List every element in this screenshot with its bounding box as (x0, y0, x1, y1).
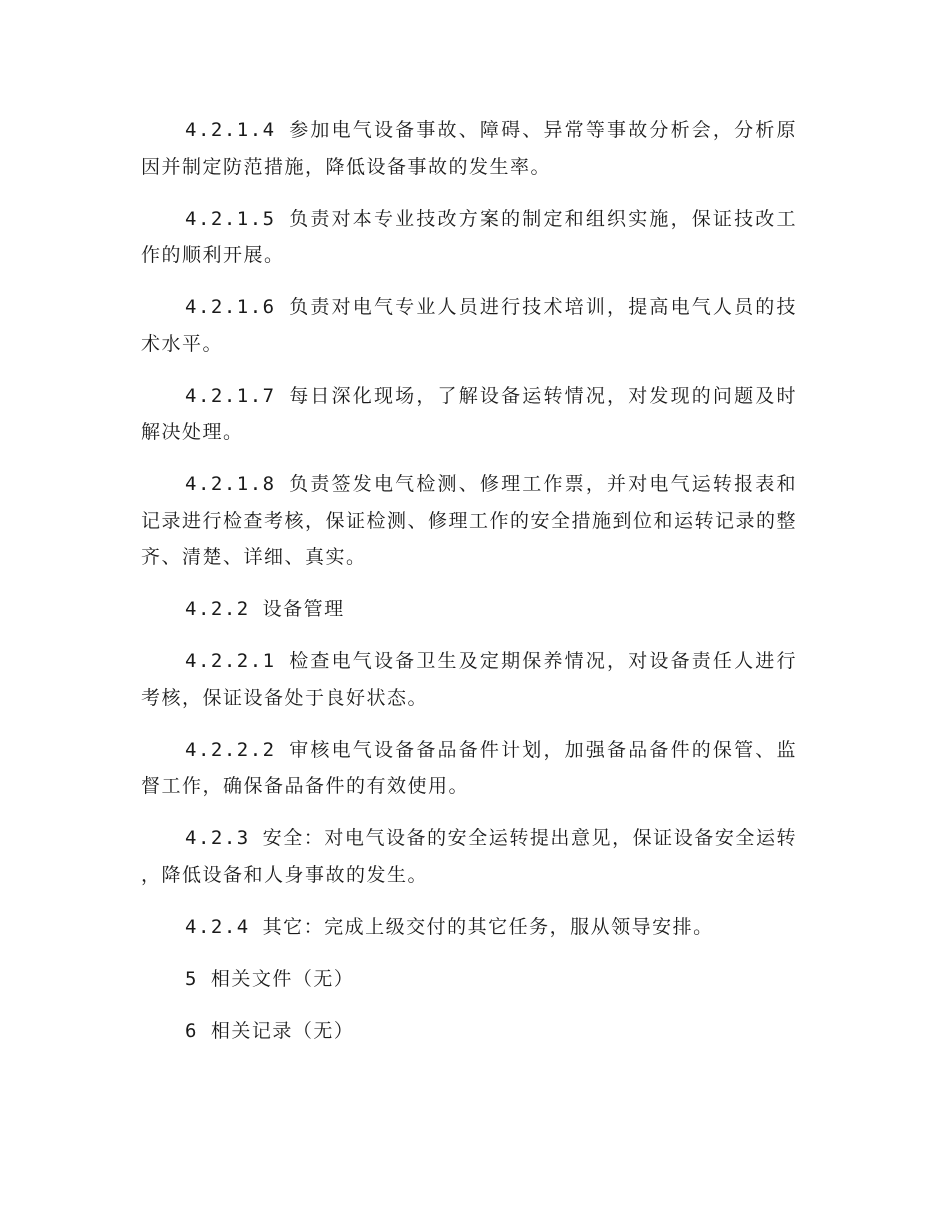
document-body (141, 112, 797, 1065)
paragraph-4-2-1-6: 4.2.1.6 负责对电气专业人员进行技术培训，提高电气人员的技术水平。 (141, 296, 797, 355)
section-heading-5: 5 相关文件（无） (185, 967, 355, 990)
section-heading-6: 6 相关记录（无） (185, 1019, 355, 1042)
paragraph-4-2-1-8: 4.2.1.8 负责签发电气检测、修理工作票，并对电气运转报表和记录进行检查考核，保证检测、修理工作的安全措施到位和运转记录的整齐、清楚、详细、真实。 (141, 473, 798, 568)
paragraph-4-2-1-7: 4.2.1.7 每日深化现场，了解设备运转情况，对发现的问题及时解决处理。 (141, 384, 797, 443)
paragraph-4-2-3: 4.2.3 安全：对电气设备的安全运转提出意见，保证设备安全运转，降低设备和人身事故的发生。 (141, 827, 797, 886)
paragraph-4-2-2-2: 4.2.2.2 审核电气设备备品备件计划，加强备品备件的保管、监督工作，确保备品备件的有效使用。 (141, 738, 797, 797)
paragraph-4-2-2-1: 4.2.2.1 检查电气设备卫生及定期保养情况，对设备责任人进行考核，保证设备处于良好状态。 (141, 650, 797, 709)
paragraph-4-2-1-5: 4.2.1.5 负责对本专业技改方案的制定和组织实施，保证技改工作的顺利开展。 (141, 207, 797, 266)
paragraph-4-2-4: 4.2.4 其它：完成上级交付的其它任务，服从领导安排。 (185, 915, 714, 938)
paragraph-4-2-1-4: 4.2.1.4 参加电气设备事故、障碍、异常等事故分析会，分析原因并制定防范措施，降低设备事故的发生率。 (141, 119, 797, 178)
section-heading-4-2-2: 4.2.2 设备管理 (185, 598, 345, 620)
